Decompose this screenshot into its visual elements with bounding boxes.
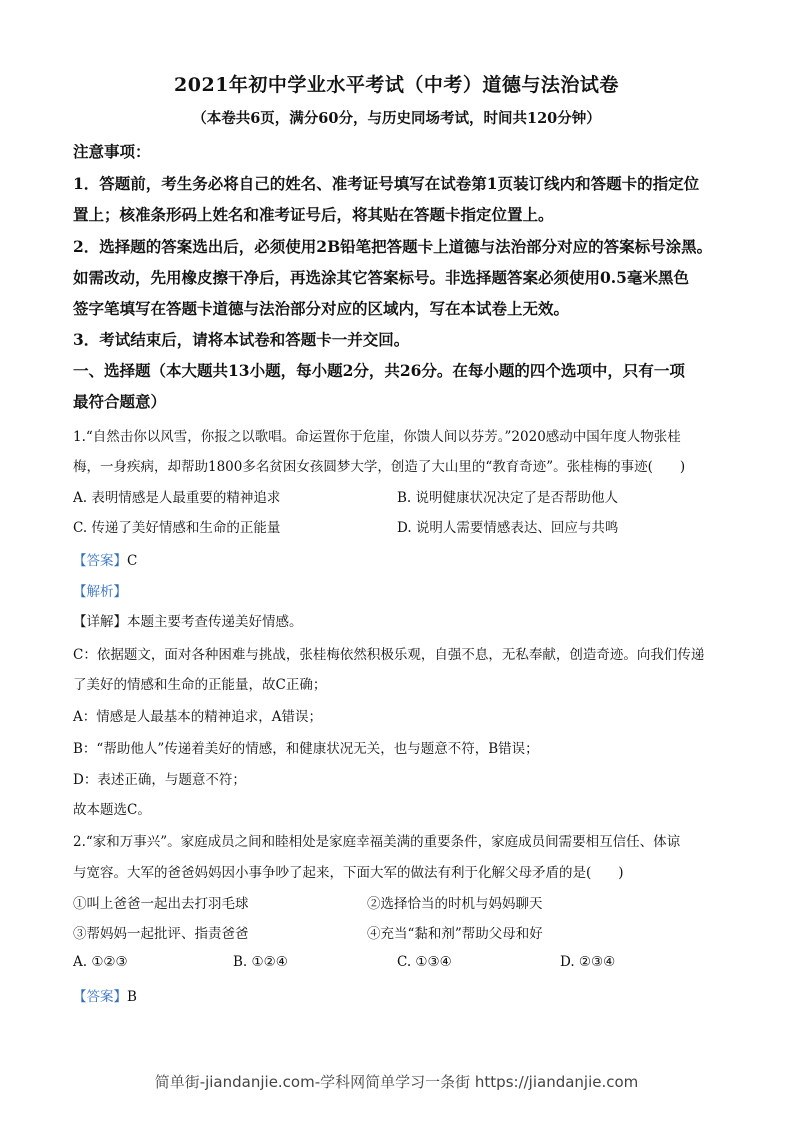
q1-stem: 梅，一身疾病，却帮助1800多名贫困女孩圆梦大学，创造了大山里的“教育奇迹”。张桂梅的事迹( ) <box>73 459 686 475</box>
q2-item-2: ②选择恰当的时机与妈妈聊天 <box>367 896 543 912</box>
notes-line: 3．考试结束后，请将本试卷和答题卡一并交回。 <box>73 330 410 349</box>
answer-tag: 【答案】 <box>73 989 127 1005</box>
notes-line: 置上；核准条形码上姓名和准考证号后，将其贴在答题卡指定位置上。 <box>73 205 554 224</box>
page-title: 2021年初中学业水平考试（中考）道德与法治试卷 <box>174 74 619 96</box>
q2-stem: 2.“家和万事兴”。家庭成员之间和睦相处是家庭幸福美满的重要条件，家庭成员间需要相互信任、体谅 <box>73 834 681 850</box>
q1-explanation: D：表述正确，与题意不符； <box>73 772 246 788</box>
notes-heading: 注意事项： <box>73 142 151 161</box>
q1-conclusion: 故本题选C。 <box>73 802 151 818</box>
answer-tag: 【答案】 <box>73 553 127 569</box>
q1-option-b: B. 说明健康状况决定了是否帮助他人 <box>397 490 619 506</box>
q2-item-1: ①叫上爸爸一起出去打羽毛球 <box>73 896 249 912</box>
q2-option-c: C. ①③④ <box>397 954 452 970</box>
q2-option-d: D. ②③④ <box>560 954 616 970</box>
notes-line: 如需改动，先用橡皮擦干净后，再选涂其它答案标号。非选择题答案必须使用0.5毫米黑色 <box>73 268 689 287</box>
q2-answer-line <box>73 985 137 1005</box>
notes-line: 2．选择题的答案选出后，必须使用2B铅笔把答题卡上道德与法治部分对应的答案标号涂黑。 <box>73 237 713 256</box>
q2-answer: B <box>127 989 137 1005</box>
section-heading: 一、选择题（本大题共13小题，每小题2分，共26分。在每小题的四个选项中，只有一项 <box>73 361 685 380</box>
q2-item-4: ④充当“黏和剂”帮助父母和好 <box>367 926 543 942</box>
q1-explanation: B：“帮助他人”传递着美好的情感，和健康状况无关，也与题意不符，B错误； <box>73 741 539 757</box>
analysis-tag: 【解析】 <box>73 584 127 600</box>
q1-option-c: C. 传递了美好情感和生命的正能量 <box>73 520 281 536</box>
q1-option-d: D. 说明人需要情感表达、回应与共鸣 <box>397 520 619 536</box>
q1-answer-line <box>73 549 137 569</box>
section-heading-cont: 最符合题意） <box>73 392 167 411</box>
q2-option-a: A. ①②③ <box>73 954 128 970</box>
q2-stem: 与宽容。大军的爸爸妈妈因小事争吵了起来，下面大军的做法有利于化解父母矛盾的是( ) <box>73 865 624 881</box>
q1-option-a: A. 表明情感是人最重要的精神追求 <box>73 490 281 506</box>
q2-item-3: ③帮妈妈一起批评、指责爸爸 <box>73 926 249 942</box>
q1-answer: C <box>127 553 138 569</box>
q1-explanation: 了美好的情感和生命的正能量，故C正确； <box>73 677 327 693</box>
q1-detail: 【详解】本题主要考查传递美好情感。 <box>73 614 303 630</box>
footer-watermark: 简单街-jiandanjie.com-学科网简单学习一条街 https://jiandanjie.com <box>154 1073 639 1091</box>
notes-line: 签字笔填写在答题卡道德与法治部分对应的区域内，写在本试卷上无效。 <box>73 299 570 318</box>
page-subtitle: （本卷共6页，满分60分，与历史同场考试，时间共120分钟） <box>192 110 601 127</box>
q1-explanation: A：情感是人最基本的精神追求，A错误； <box>73 709 322 725</box>
q1-stem: 1.“自然击你以风雪，你报之以歌唱。命运置你于危崖，你馈人间以芬芳。”2020感动中国年度人物张桂 <box>73 429 681 445</box>
notes-line: 1．答题前，考生务必将自己的姓名、准考证号填写在试卷第1页装订线内和答题卡的指定位 <box>73 174 700 193</box>
q2-option-b: B. ①②④ <box>233 954 288 970</box>
q1-explanation: C：依据题文，面对各种困难与挑战，张桂梅依然积极乐观，自强不息，无私奉献，创造奇迹。向我们传递 <box>73 647 705 663</box>
